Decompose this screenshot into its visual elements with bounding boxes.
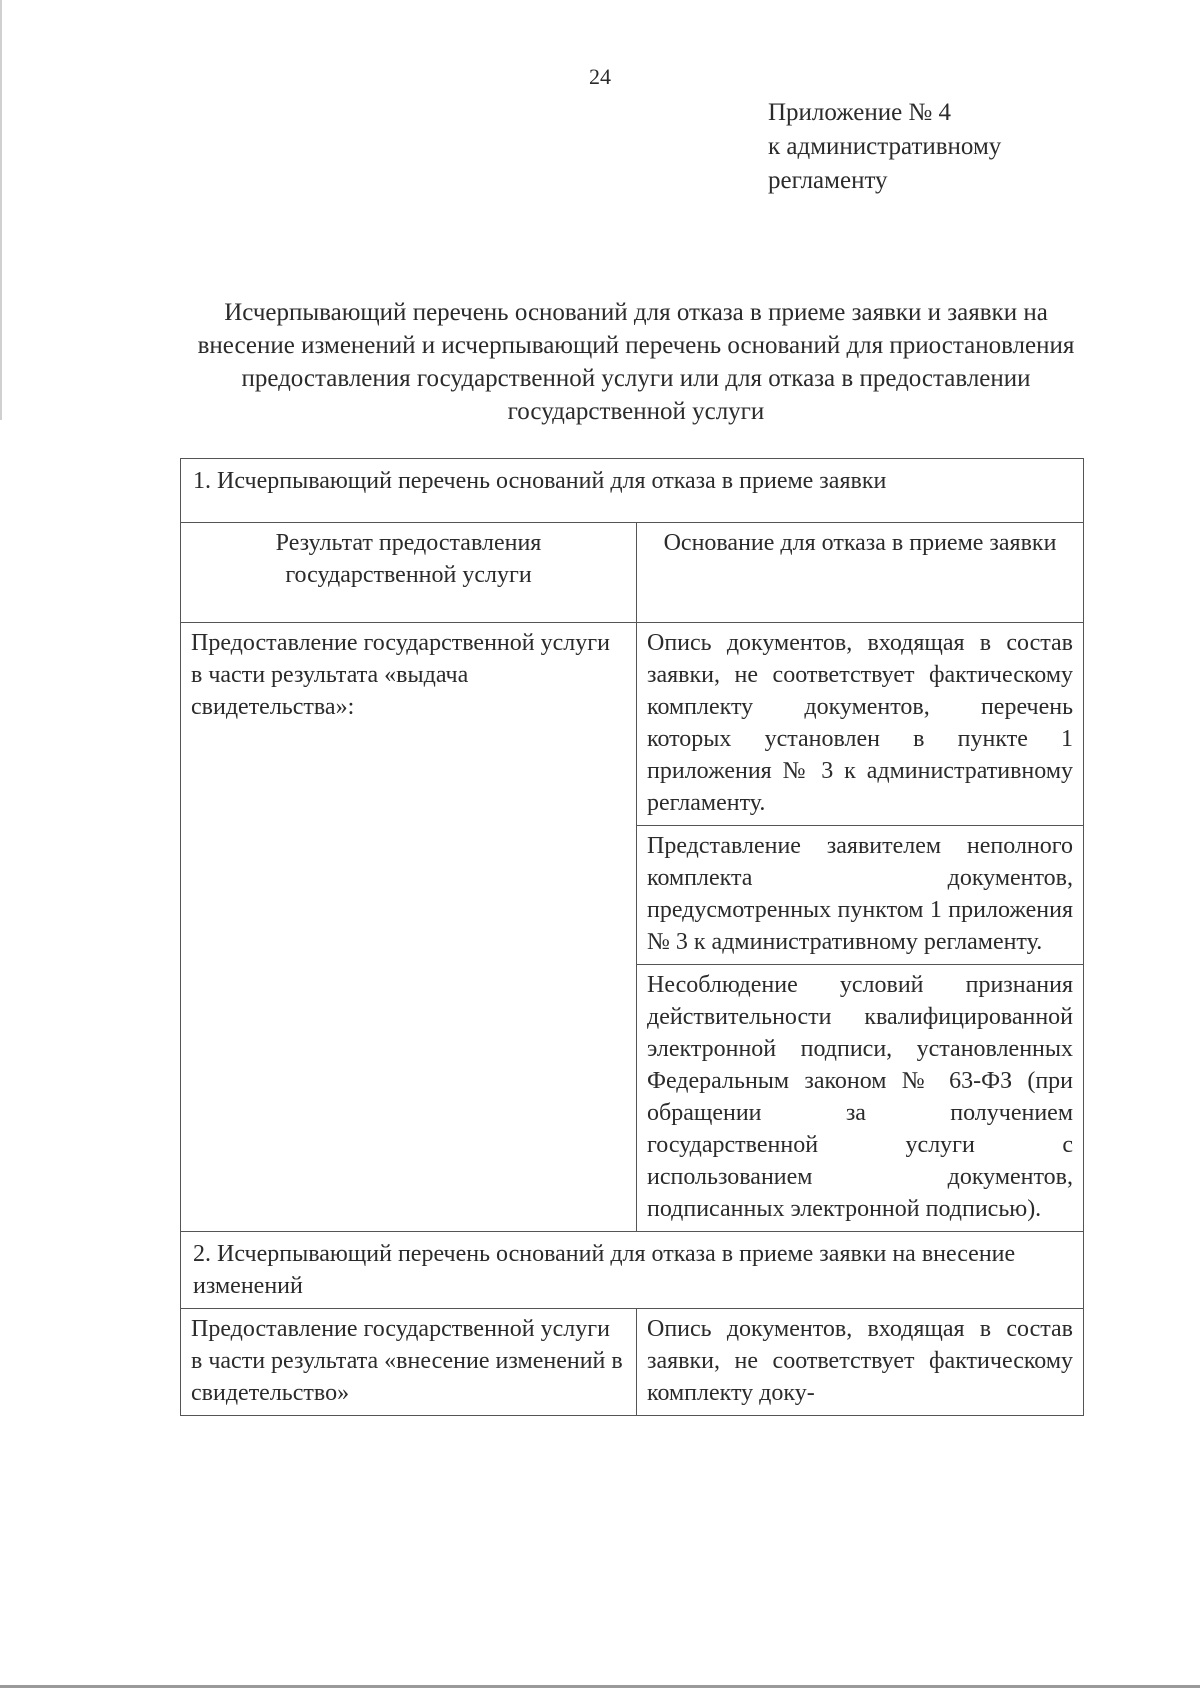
reason-cell: Опись документов, входящая в состав заявки, не соответствует фактическому комплекту доку- (637, 1309, 1084, 1416)
appendix-line-1: Приложение № 4 (768, 99, 952, 126)
section-1-heading: 1. Исчерпывающий перечень оснований для отказа в приеме заявки (181, 459, 1084, 523)
page-number: 24 (589, 64, 611, 89)
section-2-heading: 2. Исчерпывающий перечень оснований для отказа в приеме заявки на внесение изменений (181, 1232, 1084, 1309)
reason-cell: Несоблюдение условий признания действительности квалифицированной электронной подписи, установленных Федеральным законом № 63-ФЗ (при обращении за получением государственной услуги с использованием документов, подписанных электронной подписью). (637, 965, 1084, 1232)
grounds-table (180, 458, 1084, 1416)
reason-cell: Представление заявителем неполного комплекта документов, предусмотренных пунктом 1 приложения № 3 к административному регламенту. (637, 826, 1084, 965)
column-header-row (181, 523, 1084, 623)
document-title: Исчерпывающий перечень оснований для отказа в приеме заявки и заявки на внесение изменений и исчерпывающий перечень оснований для приостановления предоставления государственной услуги или для отказа в предоставлении государственной услуги (197, 299, 1075, 425)
appendix-header (768, 96, 1001, 198)
result-cell-issuance: Предоставление государственной услуги в части результата «выдача свидетельства»: (181, 623, 637, 1232)
section-1-row (181, 459, 1084, 523)
scan-bottom-rule (0, 1685, 1200, 1688)
scan-edge (0, 0, 2, 420)
section-2-row (181, 1232, 1084, 1309)
result-cell-changes: Предоставление государственной услуги в части результата «внесение изменений в свидетельство» (181, 1309, 637, 1416)
appendix-line-2: к административному (768, 133, 1002, 160)
column-header-result: Результат предоставления государственной услуги (181, 523, 637, 623)
table-row (181, 623, 1084, 826)
table-row (181, 1309, 1084, 1416)
appendix-line-3: регламенту (768, 167, 888, 194)
reason-cell: Опись документов, входящая в состав заявки, не соответствует фактическому комплекту документов, перечень которых установлен в пункте 1 приложения № 3 к административному регламенту. (637, 623, 1084, 826)
column-header-grounds: Основание для отказа в приеме заявки (637, 523, 1084, 623)
